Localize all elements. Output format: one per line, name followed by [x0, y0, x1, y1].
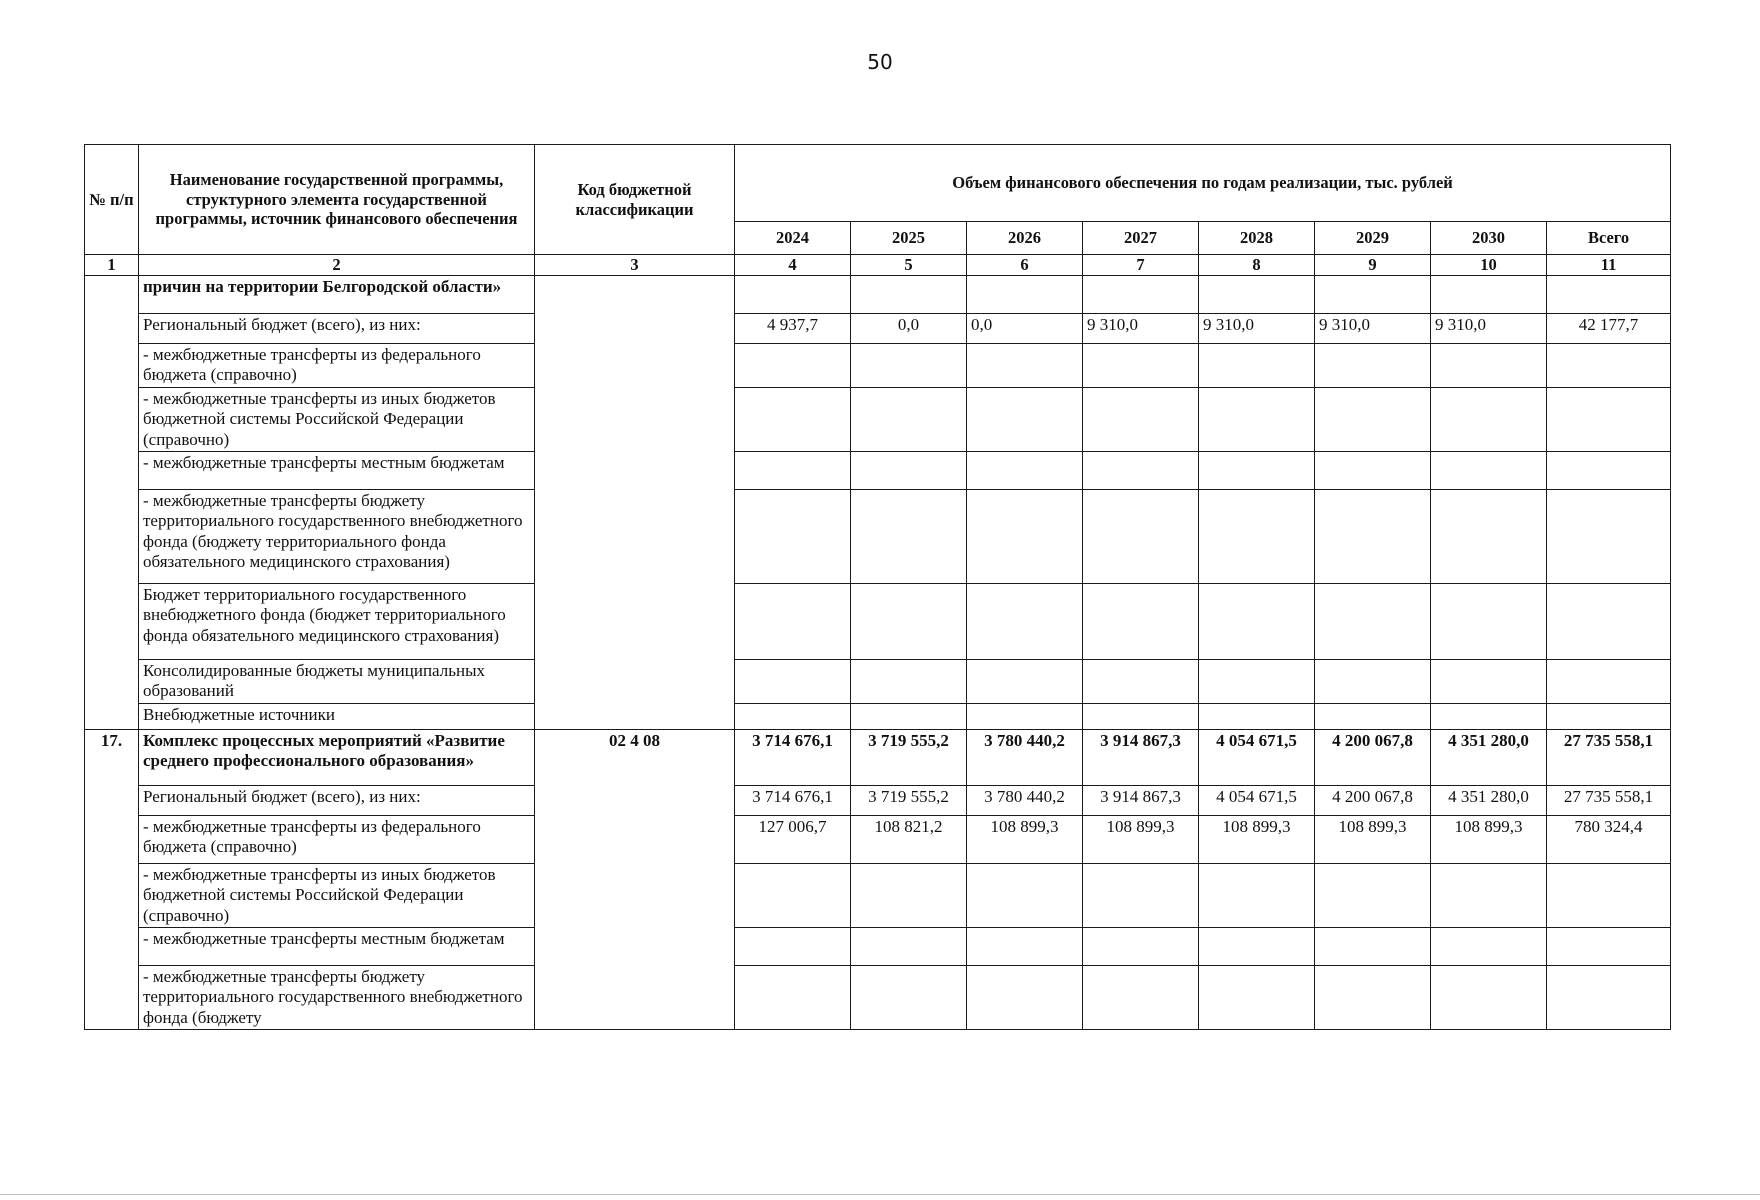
year-value-cell: 3 914 867,3	[1083, 729, 1199, 785]
year-value-cell: 4 351 280,0	[1431, 729, 1547, 785]
year-value-cell	[735, 489, 851, 583]
year-value-cell	[967, 863, 1083, 927]
year-value-cell	[851, 703, 967, 729]
table-row	[85, 703, 1671, 729]
total-value-cell	[1547, 489, 1671, 583]
budget-code-cell	[535, 276, 735, 730]
source-name-cell: - межбюджетные трансферты из федерального бюджета (справочно)	[139, 344, 535, 388]
row-number-cell	[85, 276, 139, 730]
year-value-cell	[735, 451, 851, 489]
year-value-cell: 3 714 676,1	[735, 729, 851, 785]
year-value-cell	[851, 927, 967, 965]
budget-code-cell: 02 4 08	[535, 729, 735, 1029]
total-value-cell	[1547, 703, 1671, 729]
column-number: 4	[735, 255, 851, 276]
year-value-cell: 3 914 867,3	[1083, 785, 1199, 815]
year-value-cell	[1431, 863, 1547, 927]
year-value-cell	[967, 965, 1083, 1029]
year-value-cell	[1431, 965, 1547, 1029]
year-value-cell: 3 780 440,2	[967, 729, 1083, 785]
year-value-cell: 9 310,0	[1315, 314, 1431, 344]
header-year: 2025	[851, 222, 967, 255]
year-value-cell	[1315, 387, 1431, 451]
table-row	[85, 276, 1671, 314]
total-value-cell: 780 324,4	[1547, 815, 1671, 863]
column-number: 11	[1547, 255, 1671, 276]
total-value-cell: 42 177,7	[1547, 314, 1671, 344]
year-value-cell: 108 899,3	[967, 815, 1083, 863]
column-number: 10	[1431, 255, 1547, 276]
column-number: 7	[1083, 255, 1199, 276]
year-value-cell	[735, 387, 851, 451]
year-value-cell: 3 714 676,1	[735, 785, 851, 815]
page-bottom-divider	[0, 1194, 1760, 1195]
source-name-cell: - межбюджетные трансферты бюджету территориального государственного внебюджетного фонда (бюджету	[139, 965, 535, 1029]
header-year: 2028	[1199, 222, 1315, 255]
total-value-cell: 27 735 558,1	[1547, 785, 1671, 815]
year-value-cell	[851, 451, 967, 489]
year-value-cell	[967, 927, 1083, 965]
source-name-cell: Региональный бюджет (всего), из них:	[139, 785, 535, 815]
year-value-cell	[1199, 703, 1315, 729]
year-value-cell	[851, 863, 967, 927]
source-name-cell: Региональный бюджет (всего), из них:	[139, 314, 535, 344]
column-number: 3	[535, 255, 735, 276]
table-row	[85, 489, 1671, 583]
year-value-cell	[851, 489, 967, 583]
year-value-cell: 108 899,3	[1083, 815, 1199, 863]
total-value-cell	[1547, 965, 1671, 1029]
year-value-cell: 4 054 671,5	[1199, 785, 1315, 815]
year-value-cell	[1315, 863, 1431, 927]
table-row	[85, 815, 1671, 863]
year-value-cell	[967, 344, 1083, 388]
year-value-cell: 0,0	[967, 314, 1083, 344]
year-value-cell	[1199, 863, 1315, 927]
year-value-cell	[1431, 489, 1547, 583]
year-value-cell: 127 006,7	[735, 815, 851, 863]
header-program-name: Наименование государственной программы, структурного элемента государственной программы, источник финансового обеспечения	[139, 145, 535, 255]
year-value-cell	[1431, 451, 1547, 489]
year-value-cell	[1083, 583, 1199, 659]
total-value-cell	[1547, 387, 1671, 451]
year-value-cell	[735, 965, 851, 1029]
total-value-cell	[1547, 863, 1671, 927]
year-value-cell	[1083, 387, 1199, 451]
year-value-cell	[1199, 583, 1315, 659]
table-row	[85, 583, 1671, 659]
year-value-cell	[1083, 451, 1199, 489]
year-value-cell: 108 899,3	[1315, 815, 1431, 863]
year-value-cell	[967, 451, 1083, 489]
year-value-cell	[735, 703, 851, 729]
year-value-cell	[1199, 489, 1315, 583]
year-value-cell	[1315, 965, 1431, 1029]
header-total: Всего	[1547, 222, 1671, 255]
column-number: 8	[1199, 255, 1315, 276]
year-value-cell	[967, 583, 1083, 659]
year-value-cell	[967, 387, 1083, 451]
year-value-cell	[1199, 965, 1315, 1029]
year-value-cell	[1315, 583, 1431, 659]
source-name-cell: - межбюджетные трансферты бюджету территориального государственного внебюджетного фонда (бюджету территориального фонда обязательного медицинского страхования)	[139, 489, 535, 583]
year-value-cell: 9 310,0	[1199, 314, 1315, 344]
year-value-cell	[1431, 387, 1547, 451]
column-number: 5	[851, 255, 967, 276]
source-name-cell: Комплекс процессных мероприятий «Развитие среднего профессионального образования»	[139, 729, 535, 785]
year-value-cell: 108 899,3	[1431, 815, 1547, 863]
year-value-cell: 4 200 067,8	[1315, 729, 1431, 785]
year-value-cell	[1431, 344, 1547, 388]
source-name-cell: Консолидированные бюджеты муниципальных образований	[139, 659, 535, 703]
year-value-cell	[1083, 965, 1199, 1029]
year-value-cell	[1083, 659, 1199, 703]
year-value-cell	[967, 276, 1083, 314]
year-value-cell	[735, 659, 851, 703]
year-value-cell	[1199, 276, 1315, 314]
table-row	[85, 659, 1671, 703]
column-number: 6	[967, 255, 1083, 276]
table-row	[85, 965, 1671, 1029]
year-value-cell	[1083, 863, 1199, 927]
table-row	[85, 314, 1671, 344]
total-value-cell: 27 735 558,1	[1547, 729, 1671, 785]
year-value-cell: 108 899,3	[1199, 815, 1315, 863]
year-value-cell	[851, 387, 967, 451]
header-year: 2024	[735, 222, 851, 255]
total-value-cell	[1547, 344, 1671, 388]
year-value-cell	[1315, 927, 1431, 965]
year-value-cell	[735, 863, 851, 927]
year-value-cell	[1199, 927, 1315, 965]
year-value-cell	[1315, 659, 1431, 703]
year-value-cell	[851, 583, 967, 659]
year-value-cell	[1315, 344, 1431, 388]
year-value-cell	[1199, 344, 1315, 388]
year-value-cell: 4 200 067,8	[1315, 785, 1431, 815]
year-value-cell: 0,0	[851, 314, 967, 344]
total-value-cell	[1547, 451, 1671, 489]
year-value-cell: 108 821,2	[851, 815, 967, 863]
year-value-cell	[1083, 344, 1199, 388]
source-name-cell: - межбюджетные трансферты местным бюджетам	[139, 927, 535, 965]
year-value-cell: 3 719 555,2	[851, 729, 967, 785]
year-value-cell: 4 054 671,5	[1199, 729, 1315, 785]
year-value-cell	[1431, 703, 1547, 729]
year-value-cell	[735, 583, 851, 659]
header-year: 2027	[1083, 222, 1199, 255]
year-value-cell	[1083, 703, 1199, 729]
column-number: 1	[85, 255, 139, 276]
budget-table	[84, 144, 1671, 1030]
header-budget-code: Код бюджетной классификации	[535, 145, 735, 255]
year-value-cell	[735, 344, 851, 388]
source-name-cell: - межбюджетные трансферты из федерального бюджета (справочно)	[139, 815, 535, 863]
table-row	[85, 729, 1671, 785]
year-value-cell	[735, 276, 851, 314]
source-name-cell: Внебюджетные источники	[139, 703, 535, 729]
header-year: 2030	[1431, 222, 1547, 255]
source-name-cell: Бюджет территориального государственного внебюджетного фонда (бюджет территориального фонда обязательного медицинского страхования)	[139, 583, 535, 659]
table-row	[85, 344, 1671, 388]
year-value-cell	[1315, 451, 1431, 489]
year-value-cell: 9 310,0	[1431, 314, 1547, 344]
source-name-cell: причин на территории Белгородской области»	[139, 276, 535, 314]
table-body	[85, 276, 1671, 1030]
header-financing-volume: Объем финансового обеспечения по годам реализации, тыс. рублей	[735, 145, 1671, 222]
year-value-cell: 4 351 280,0	[1431, 785, 1547, 815]
row-number-cell: 17.	[85, 729, 139, 1029]
column-number: 2	[139, 255, 535, 276]
header-row-number: № п/п	[85, 145, 139, 255]
table-row	[85, 785, 1671, 815]
total-value-cell	[1547, 659, 1671, 703]
year-value-cell: 4 937,7	[735, 314, 851, 344]
year-value-cell	[735, 927, 851, 965]
year-value-cell	[1431, 583, 1547, 659]
year-value-cell: 3 780 440,2	[967, 785, 1083, 815]
year-value-cell	[967, 703, 1083, 729]
year-value-cell	[1431, 927, 1547, 965]
year-value-cell	[1083, 276, 1199, 314]
table-row	[85, 451, 1671, 489]
year-value-cell	[1315, 489, 1431, 583]
page-number: 50	[867, 50, 893, 74]
column-number: 9	[1315, 255, 1431, 276]
year-value-cell	[1431, 659, 1547, 703]
header-year: 2026	[967, 222, 1083, 255]
year-value-cell	[967, 659, 1083, 703]
year-value-cell	[1199, 659, 1315, 703]
year-value-cell	[851, 965, 967, 1029]
year-value-cell	[967, 489, 1083, 583]
year-value-cell	[1199, 387, 1315, 451]
year-value-cell	[851, 659, 967, 703]
source-name-cell: - межбюджетные трансферты местным бюджетам	[139, 451, 535, 489]
table-row	[85, 387, 1671, 451]
year-value-cell	[1083, 927, 1199, 965]
year-value-cell	[1083, 489, 1199, 583]
total-value-cell	[1547, 583, 1671, 659]
year-value-cell	[1431, 276, 1547, 314]
total-value-cell	[1547, 276, 1671, 314]
table-row	[85, 927, 1671, 965]
year-value-cell	[851, 344, 967, 388]
year-value-cell	[1199, 451, 1315, 489]
table-row	[85, 863, 1671, 927]
source-name-cell: - межбюджетные трансферты из иных бюджетов бюджетной системы Российской Федерации (справочно)	[139, 863, 535, 927]
year-value-cell	[1315, 276, 1431, 314]
year-value-cell: 3 719 555,2	[851, 785, 967, 815]
year-value-cell	[1315, 703, 1431, 729]
header-year: 2029	[1315, 222, 1431, 255]
year-value-cell: 9 310,0	[1083, 314, 1199, 344]
total-value-cell	[1547, 927, 1671, 965]
year-value-cell	[851, 276, 967, 314]
source-name-cell: - межбюджетные трансферты из иных бюджетов бюджетной системы Российской Федерации (справочно)	[139, 387, 535, 451]
